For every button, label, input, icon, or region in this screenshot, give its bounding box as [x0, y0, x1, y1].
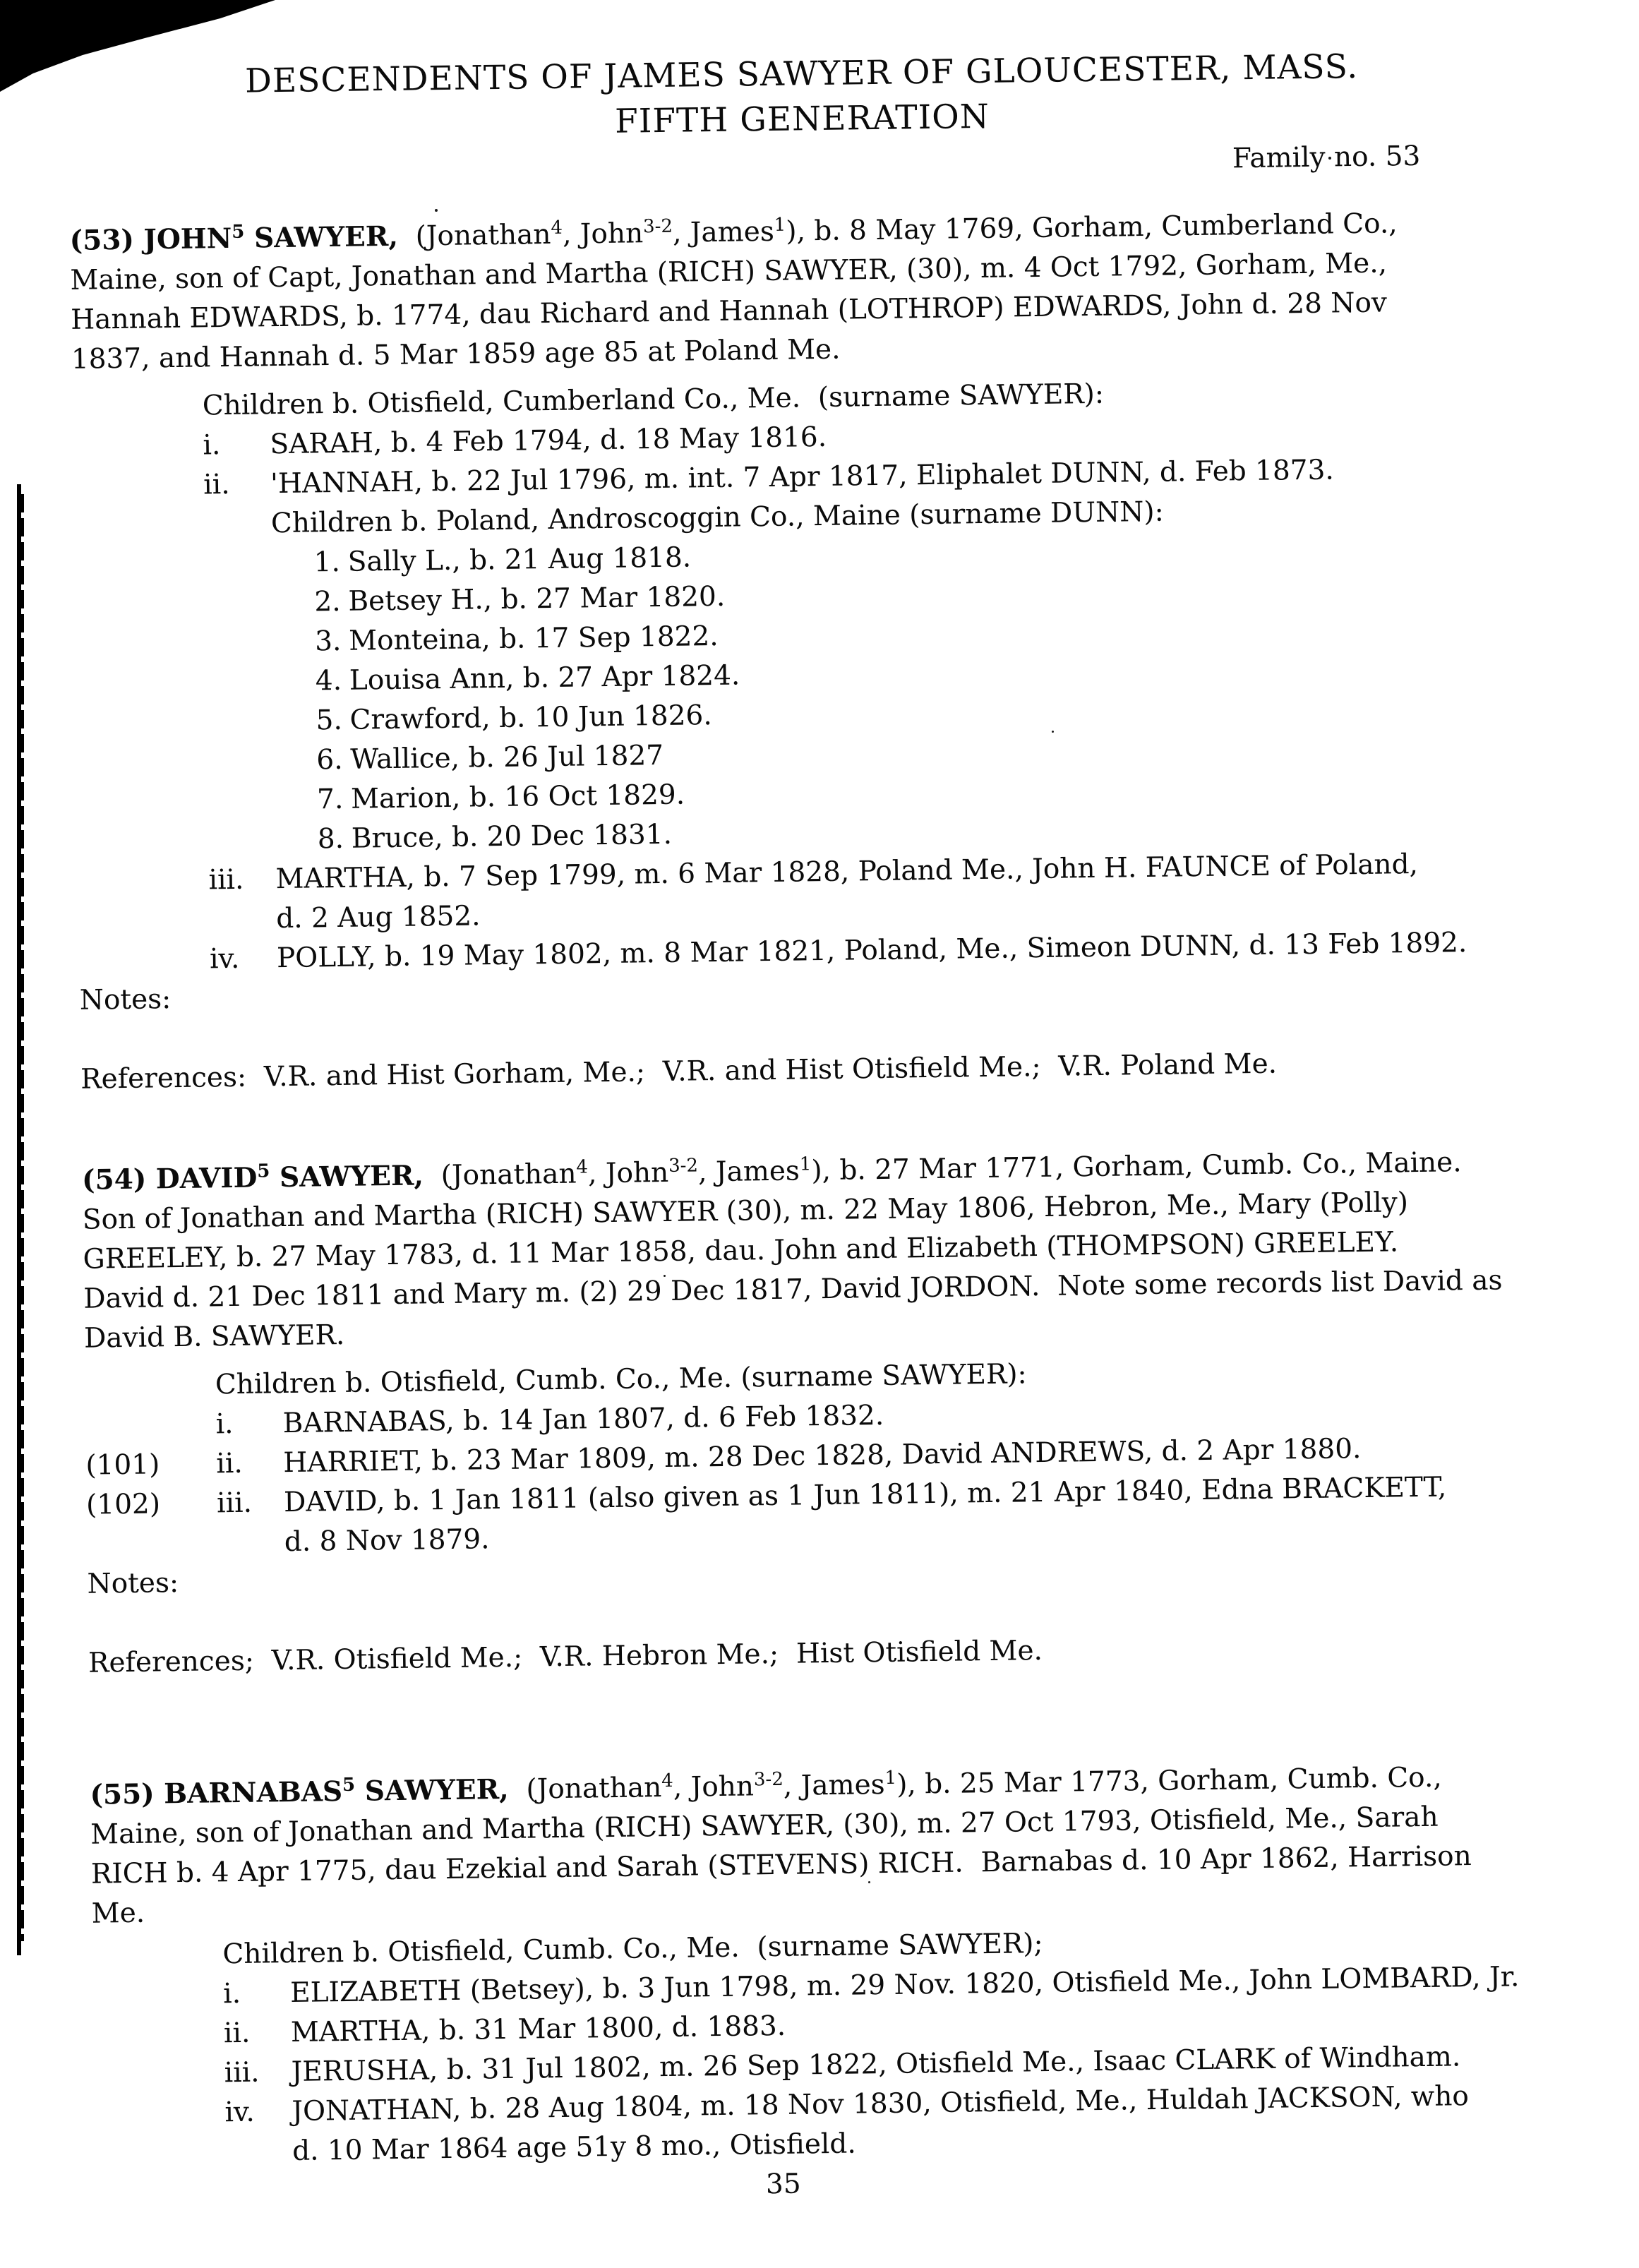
child-record: BARNABAS, b. 14 Jan 1807, d. 6 Feb 1832.: [282, 1399, 884, 1440]
child-record: JERUSHA, b. 31 Jul 1802, m. 26 Sep 1822, Otisfield Me., Isaac CLARK of Windham.: [291, 2041, 1461, 2089]
grandchildren-heading: Children b. Poland, Androscoggin Co., Maine (surname DUNN):: [270, 496, 1165, 540]
grandchild-index: 3.: [314, 625, 342, 658]
children-heading: Children b. Otisfield, Cumb. Co., Me. (surname SAWYER);: [222, 1928, 1043, 1971]
entry-heading-line: (53) JOHN$^5$ SAWYER, (Jonathan$^4$, John$^{3-2}$, James$^1$), b. 8 May 1769, Gorham, Cumberland Co.,: [69, 208, 1398, 257]
grandchild-index: 4.: [315, 664, 342, 697]
entry-paragraph-line: Maine, son of Capt, Jonathan and Martha (RICH) SAWYER, (30), m. 4 Oct 1792, Gorham, Me.,: [70, 247, 1388, 296]
grandchild-record: Marion, b. 16 Oct 1829.: [350, 779, 685, 815]
children-heading: Children b. Otisfield, Cumberland Co., Me. (surname SAWYER):: [202, 378, 1105, 422]
child-index: ii.: [203, 468, 230, 501]
entry-paragraph: [82, 1141, 1573, 1359]
entry-paragraph-line: GREELEY, b. 27 May 1783, d. 11 Mar 1858, dau. John and Elizabeth (THOMPSON) GREELEY.: [83, 1226, 1399, 1276]
entry-paragraph-line: Maine, son of Jonathan and Martha (RICH) SAWYER, (30), m. 27 Oct 1793, Otisfield, Me., Sarah: [90, 1801, 1439, 1851]
notes-label: Notes:: [87, 1567, 179, 1600]
child-record-line1: MARTHA, b. 7 Sep 1799, m. 6 Mar 1828, Poland Me., John H. FAUNCE of Poland,: [275, 848, 1419, 896]
entry-paragraph-line: David d. 21 Dec 1811 and Mary m. (2) 29 Dec 1817, David JORDON. Note some records list David as: [83, 1264, 1503, 1315]
child-record-line1: DAVID, b. 1 Jan 1811 (also given as 1 Jun 1811), m. 21 Apr 1840, Edna BRACKETT,: [283, 1471, 1447, 1519]
child-index: i.: [215, 1408, 234, 1441]
child-index: iii.: [224, 2056, 260, 2089]
grandchild-record: Monteina, b. 17 Sep 1822.: [348, 620, 719, 657]
grandchild-record: Sally L., b. 21 Aug 1818.: [347, 541, 692, 578]
document-header: [102, 42, 1501, 192]
entry-heading-line: (54) DAVID$^5$ SAWYER, (Jonathan$^4$, John$^{3-2}$, James$^1$), b. 27 Mar 1771, Gorham, Cumb. Co., Maine.: [81, 1146, 1462, 1196]
child-record-line2: d. 10 Mar 1864 age 51y 8 mo., Otisfield.: [292, 2128, 857, 2167]
cross-ref-number: (101): [85, 1448, 160, 1482]
grandchild-index: 6.: [316, 743, 343, 776]
child-index: iii.: [216, 1487, 253, 1520]
entry-paragraph-line: RICH b. 4 Apr 1775, dau Ezekial and Sarah (STEVENS) RICH. Barnabas d. 10 Apr 1862, Harrison: [90, 1840, 1472, 1890]
entry-54: [82, 1141, 1578, 1684]
entry-55: [90, 1756, 1584, 2174]
child-record-line2: d. 2 Aug 1852.: [276, 900, 481, 935]
grandchild-index: 2.: [314, 585, 341, 618]
grandchild-index: 5.: [316, 704, 343, 737]
child-index: i.: [203, 429, 221, 462]
child-index: iv.: [224, 2096, 255, 2129]
grandchild-index: 8.: [317, 822, 344, 856]
page-number: 35: [765, 2168, 801, 2201]
child-record: HARRIET, b. 23 Mar 1809, m. 28 Dec 1828, David ANDREWS, d. 2 Apr 1880.: [283, 1433, 1362, 1480]
children-list: [222, 1917, 1584, 2172]
child-record: 'HANNAH, b. 22 Jul 1796, m. int. 7 Apr 1817, Eliphalet DUNN, d. Feb 1873.: [270, 454, 1335, 500]
entry-paragraph-line: 1837, and Hannah d. 5 Mar 1859 age 85 at Poland Me.: [71, 333, 841, 376]
entry-53: [69, 201, 1570, 1100]
references-line: References; V.R. Otisfield Me.; V.R. Hebron Me.; Hist Otisfield Me.: [88, 1635, 1043, 1679]
child-index: ii.: [223, 2017, 251, 2050]
page-content: [67, 42, 1585, 2213]
document-subtitle: FIFTH GENERATION: [614, 97, 990, 141]
child-record: POLLY, b. 19 May 1802, m. 8 Mar 1821, Poland, Me., Simeon DUNN, d. 13 Feb 1892.: [276, 927, 1467, 975]
references-line: References: V.R. and Hist Gorham, Me.; V.R. and Hist Otisfield Me.; V.R. Poland Me.: [80, 1048, 1278, 1096]
child-record: MARTHA, b. 31 Mar 1800, d. 1883.: [290, 2010, 786, 2049]
notes-label: Notes:: [79, 983, 172, 1016]
grandchild-record: Betsey H., b. 27 Mar 1820.: [348, 580, 726, 618]
child-record: [275, 845, 1419, 939]
child-record: [284, 1468, 1448, 1563]
child-record: [292, 2077, 1470, 2171]
scan-artifact-left-edge-ragged: [21, 494, 24, 1941]
entry-paragraph-line: Son of Jonathan and Martha (RICH) SAWYER (30), m. 22 May 1806, Hebron, Me., Mary (Polly): [82, 1187, 1409, 1236]
document-title: DESCENDENTS OF JAMES SAWYER OF GLOUCESTER, MASS.: [244, 47, 1359, 101]
child-index: ii.: [216, 1447, 244, 1480]
child-record-line2: d. 8 Nov 1879.: [284, 1523, 490, 1559]
entry-paragraph-line: David B. SAWYER.: [83, 1319, 345, 1355]
entry-paragraph-line: Hannah EDWARDS, b. 1774, dau Richard and Hannah (LOTHROP) EDWARDS, John d. 28 Nov: [70, 287, 1388, 336]
grandchild-index: 1.: [313, 546, 341, 579]
entry-paragraph: [90, 1756, 1581, 1934]
entry-paragraph-line: Me.: [91, 1897, 145, 1930]
child-index: iii.: [208, 863, 244, 896]
grandchild-record: Louisa Ann, b. 27 Apr 1824.: [349, 659, 740, 697]
child-record: SARAH, b. 4 Feb 1794, d. 18 May 1816.: [270, 421, 827, 461]
cross-ref-number: (102): [85, 1488, 161, 1521]
grandchild-record: Crawford, b. 10 Jun 1826.: [349, 700, 713, 736]
entry-paragraph: [69, 201, 1561, 380]
child-index: iv.: [209, 942, 240, 976]
entry-heading-line: (55) BARNABAS$^5$ SAWYER, (Jonathan$^4$, John$^{3-2}$, James$^1$), b. 25 Mar 1773, Gorham, Cumb. Co.,: [90, 1761, 1443, 1811]
family-number: Family no. 53: [1232, 140, 1421, 175]
grandchild-index: 7.: [316, 783, 344, 816]
grandchild-record: Wallice, b. 26 Jul 1827: [350, 739, 664, 776]
children-heading: Children b. Otisfield, Cumb. Co., Me. (surname SAWYER):: [215, 1358, 1027, 1401]
child-record: ELIZABETH (Betsey), b. 3 Jun 1798, m. 29 Nov. 1820, Otisfield Me., John LOMBARD, Jr.: [289, 1961, 1520, 2010]
children-list: [85, 1348, 1577, 1563]
children-list: [202, 368, 1568, 979]
child-index: i.: [222, 1977, 241, 2010]
grandchild-record: Bruce, b. 20 Dec 1831.: [351, 818, 673, 855]
child-record-line1: JONATHAN, b. 28 Aug 1804, m. 18 Nov 1830, Otisfield, Me., Huldah JACKSON, who: [292, 2080, 1470, 2128]
